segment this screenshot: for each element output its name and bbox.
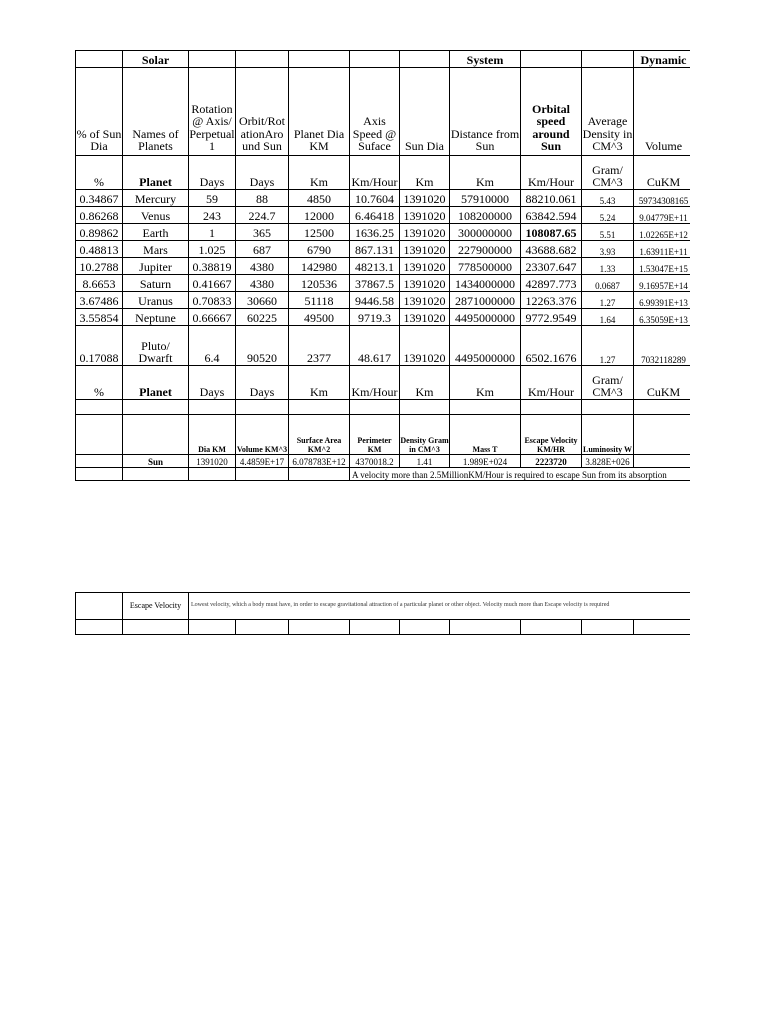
sun-header-mass: Mass T xyxy=(450,415,521,455)
planet-row xyxy=(76,275,694,292)
planet-row xyxy=(76,258,694,275)
planet-distance: 2871000000 xyxy=(450,292,521,309)
planet-row xyxy=(76,241,694,258)
page-right-edge xyxy=(690,0,768,1024)
planet-distance: 227900000 xyxy=(450,241,521,258)
escape-blank-row xyxy=(76,620,694,635)
escape-note-text: A velocity more than 2.5MillionKM/Hour is required to escape Sun from its absorption xyxy=(352,469,667,480)
planet-pct: 0.89862 xyxy=(76,224,123,241)
planet-sun-dia: 1391020 xyxy=(400,224,450,241)
escape-definition-text: Lowest velocity, which a body must have, in order to escape gravitational attraction of a particular planet or other object. Velocity much more than Escape velocity is required xyxy=(191,602,610,608)
unit-cell: Km/Hour xyxy=(521,156,582,190)
unit-cell: Days xyxy=(236,366,289,400)
planet-distance: 4495000000 xyxy=(450,309,521,326)
unit-cell: Km/Hour xyxy=(521,366,582,400)
unit-cell: CuKM xyxy=(634,156,694,190)
planet-density: 1.33 xyxy=(582,258,634,275)
planet-rows xyxy=(76,190,694,366)
planet-pct: 0.34867 xyxy=(76,190,123,207)
planet-volume: 9.16957E+14 xyxy=(634,275,694,292)
planet-pct: 0.48813 xyxy=(76,241,123,258)
escape-definition xyxy=(189,593,694,620)
header-distance: Distance from Sun xyxy=(450,68,521,156)
planet-rotation: 6.4 xyxy=(189,326,236,366)
planet-pct: 0.17088 xyxy=(76,326,123,366)
planet-sun-dia: 1391020 xyxy=(400,309,450,326)
planet-density: 1.27 xyxy=(582,292,634,309)
planet-volume: 7032118289 xyxy=(634,326,694,366)
planet-volume: 1.63911E+11 xyxy=(634,241,694,258)
planet-axis-speed: 9719.3 xyxy=(350,309,400,326)
units-row xyxy=(76,156,694,190)
planet-row xyxy=(76,190,694,207)
sun-header-surface: Surface Area KM^2 xyxy=(289,415,350,455)
title-system: System xyxy=(450,51,521,68)
solar-system-table xyxy=(75,50,694,481)
planet-distance: 108200000 xyxy=(450,207,521,224)
sun-row xyxy=(76,455,694,468)
planet-pct: 8.6653 xyxy=(76,275,123,292)
sun-density: 1.41 xyxy=(400,455,450,468)
planet-dia: 12000 xyxy=(289,207,350,224)
unit-cell: Days xyxy=(189,156,236,190)
planet-sun-dia: 1391020 xyxy=(400,326,450,366)
sun-header-luminosity: Luminosity W xyxy=(582,415,634,455)
planet-orbit: 60225 xyxy=(236,309,289,326)
unit-cell: % xyxy=(76,156,123,190)
unit-cell: Days xyxy=(189,366,236,400)
planet-rotation: 1.025 xyxy=(189,241,236,258)
planet-pct: 3.55854 xyxy=(76,309,123,326)
planet-row xyxy=(76,309,694,326)
header-row xyxy=(76,68,694,156)
sun-perimeter: 4370018.2 xyxy=(350,455,400,468)
planet-sun-dia: 1391020 xyxy=(400,190,450,207)
sun-header-perimeter: Perimeter KM xyxy=(350,415,400,455)
planet-rotation: 1 xyxy=(189,224,236,241)
planet-dia: 2377 xyxy=(289,326,350,366)
planet-orbit: 224.7 xyxy=(236,207,289,224)
planet-name: Uranus xyxy=(123,292,189,309)
unit-cell: Gram/ CM^3 xyxy=(582,156,634,190)
header-sun-dia: Sun Dia xyxy=(400,68,450,156)
planet-orbit: 687 xyxy=(236,241,289,258)
unit-cell: Days xyxy=(236,156,289,190)
planet-sun-dia: 1391020 xyxy=(400,207,450,224)
planet-pct: 3.67486 xyxy=(76,292,123,309)
header-orbit: Orbit/Rot ationAro und Sun xyxy=(236,68,289,156)
planet-sun-dia: 1391020 xyxy=(400,275,450,292)
planet-axis-speed: 867.131 xyxy=(350,241,400,258)
planet-dia: 49500 xyxy=(289,309,350,326)
planet-dia: 51118 xyxy=(289,292,350,309)
planet-volume: 1.53047E+15 xyxy=(634,258,694,275)
sun-dia: 1391020 xyxy=(189,455,236,468)
sun-header-escape: Escape Velocity KM/HR xyxy=(521,415,582,455)
planet-orbit: 4380 xyxy=(236,275,289,292)
title-dynamic: Dynamic xyxy=(634,51,694,68)
sun-mass: 1.989E+024 xyxy=(450,455,521,468)
unit-cell: Km xyxy=(450,156,521,190)
header-names: Names of Planets xyxy=(123,68,189,156)
planet-name: Mercury xyxy=(123,190,189,207)
unit-cell: Km xyxy=(400,366,450,400)
header-planet-dia: Planet Dia KM xyxy=(289,68,350,156)
unit-cell: Km xyxy=(400,156,450,190)
header-density: Average Density in CM^3 xyxy=(582,68,634,156)
sun-escape: 2223720 xyxy=(521,455,582,468)
planet-volume: 1.02265E+12 xyxy=(634,224,694,241)
planet-name: Jupiter xyxy=(123,258,189,275)
planet-axis-speed: 1636.25 xyxy=(350,224,400,241)
planet-dia: 4850 xyxy=(289,190,350,207)
planet-orbit: 30660 xyxy=(236,292,289,309)
planet-density: 5.51 xyxy=(582,224,634,241)
sun-luminosity: 3.828E+026 xyxy=(582,455,634,468)
planet-axis-speed: 10.7604 xyxy=(350,190,400,207)
planet-rotation: 0.38819 xyxy=(189,258,236,275)
planet-distance: 4495000000 xyxy=(450,326,521,366)
planet-volume: 59734308165 xyxy=(634,190,694,207)
planet-orbit: 88 xyxy=(236,190,289,207)
planet-name: Venus xyxy=(123,207,189,224)
planet-rotation: 243 xyxy=(189,207,236,224)
sun-surface: 6.078783E+12 xyxy=(289,455,350,468)
planet-orbital-speed: 108087.65 xyxy=(521,224,582,241)
planet-axis-speed: 48213.1 xyxy=(350,258,400,275)
planet-name: Pluto/ Dwarft xyxy=(123,326,189,366)
planet-name: Neptune xyxy=(123,309,189,326)
planet-orbital-speed: 6502.1676 xyxy=(521,326,582,366)
planet-pct: 0.86268 xyxy=(76,207,123,224)
sun-header-density: Density Gram in CM^3 xyxy=(400,415,450,455)
planet-orbital-speed: 63842.594 xyxy=(521,207,582,224)
unit-cell: Gram/ CM^3 xyxy=(582,366,634,400)
planet-name: Saturn xyxy=(123,275,189,292)
planet-density: 1.64 xyxy=(582,309,634,326)
planet-orbital-speed: 42897.773 xyxy=(521,275,582,292)
planet-axis-speed: 48.617 xyxy=(350,326,400,366)
planet-volume: 9.04779E+11 xyxy=(634,207,694,224)
planet-volume: 6.99391E+13 xyxy=(634,292,694,309)
planet-sun-dia: 1391020 xyxy=(400,241,450,258)
planet-density: 1.27 xyxy=(582,326,634,366)
planet-distance: 1434000000 xyxy=(450,275,521,292)
planet-rotation: 0.41667 xyxy=(189,275,236,292)
planet-density: 5.43 xyxy=(582,190,634,207)
planet-row xyxy=(76,224,694,241)
planet-pct: 10.2788 xyxy=(76,258,123,275)
unit-cell: Planet xyxy=(123,156,189,190)
planet-orbital-speed: 88210.061 xyxy=(521,190,582,207)
planet-orbital-speed: 43688.682 xyxy=(521,241,582,258)
planet-rotation: 0.66667 xyxy=(189,309,236,326)
note-row xyxy=(76,468,694,481)
planet-row xyxy=(76,326,694,366)
planet-name: Mars xyxy=(123,241,189,258)
escape-label: Escape Velocity xyxy=(123,593,189,620)
blank-row xyxy=(76,400,694,415)
unit-cell: Km/Hour xyxy=(350,366,400,400)
planet-orbital-speed: 9772.9549 xyxy=(521,309,582,326)
title-solar: Solar xyxy=(123,51,189,68)
units-row-bottom xyxy=(76,366,694,400)
unit-cell: % xyxy=(76,366,123,400)
planet-orbit: 4380 xyxy=(236,258,289,275)
sun-header-dia: Dia KM xyxy=(189,415,236,455)
planet-row xyxy=(76,207,694,224)
planet-sun-dia: 1391020 xyxy=(400,292,450,309)
planet-distance: 57910000 xyxy=(450,190,521,207)
planet-rotation: 59 xyxy=(189,190,236,207)
planet-distance: 300000000 xyxy=(450,224,521,241)
planet-dia: 142980 xyxy=(289,258,350,275)
unit-cell: Km xyxy=(289,156,350,190)
planet-rotation: 0.70833 xyxy=(189,292,236,309)
planet-volume: 6.35059E+13 xyxy=(634,309,694,326)
planet-orbital-speed: 12263.376 xyxy=(521,292,582,309)
escape-row xyxy=(76,593,694,620)
sun-header-volume: Volume KM^3 xyxy=(236,415,289,455)
planet-name: Earth xyxy=(123,224,189,241)
unit-cell: Km/Hour xyxy=(350,156,400,190)
planet-density: 0.0687 xyxy=(582,275,634,292)
planet-row xyxy=(76,292,694,309)
planet-distance: 778500000 xyxy=(450,258,521,275)
planet-orbit: 90520 xyxy=(236,326,289,366)
planet-sun-dia: 1391020 xyxy=(400,258,450,275)
planet-density: 5.24 xyxy=(582,207,634,224)
header-pct-sun-dia: % of Sun Dia xyxy=(76,68,123,156)
unit-cell: Planet xyxy=(123,366,189,400)
sun-volume: 4.4859E+17 xyxy=(236,455,289,468)
planet-orbital-speed: 23307.647 xyxy=(521,258,582,275)
header-orbital-speed: Orbital speed around Sun xyxy=(521,68,582,156)
planet-density: 3.93 xyxy=(582,241,634,258)
planet-axis-speed: 6.46418 xyxy=(350,207,400,224)
header-axis-speed: Axis Speed @ Suface xyxy=(350,68,400,156)
planet-dia: 12500 xyxy=(289,224,350,241)
escape-note xyxy=(350,468,694,481)
header-volume: Volume xyxy=(634,68,694,156)
planet-dia: 6790 xyxy=(289,241,350,258)
sun-header-row xyxy=(76,415,694,455)
unit-cell: Km xyxy=(450,366,521,400)
title-row xyxy=(76,51,694,68)
planet-dia: 120536 xyxy=(289,275,350,292)
planet-axis-speed: 37867.5 xyxy=(350,275,400,292)
unit-cell: Km xyxy=(289,366,350,400)
planet-axis-speed: 9446.58 xyxy=(350,292,400,309)
header-rotation: Rotation @ Axis/ Perpetual 1 xyxy=(189,68,236,156)
sun-name: Sun xyxy=(123,455,189,468)
planet-orbit: 365 xyxy=(236,224,289,241)
escape-velocity-table xyxy=(75,592,694,635)
unit-cell: CuKM xyxy=(634,366,694,400)
